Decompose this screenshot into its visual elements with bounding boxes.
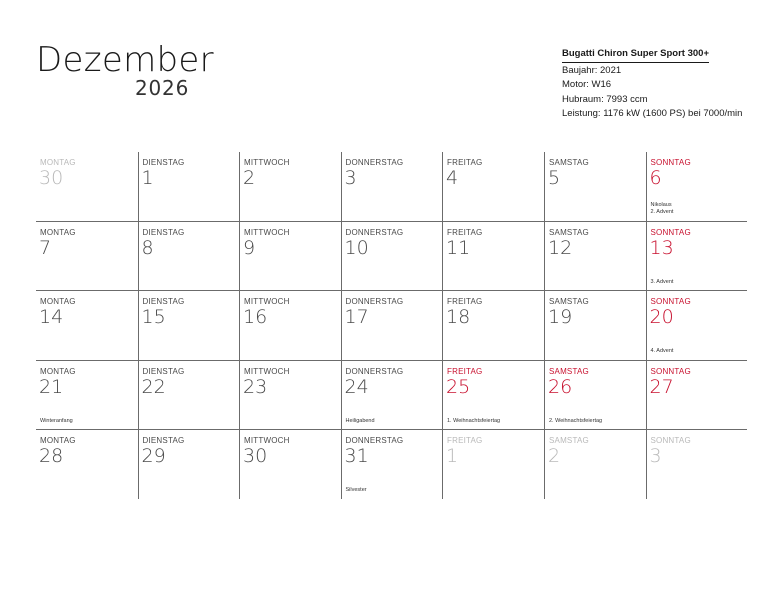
day-number: 27 (649, 375, 674, 398)
weekday-label: FREITAG (447, 227, 483, 237)
day-cell (341, 430, 444, 499)
day-cell (442, 430, 545, 499)
day-cell (544, 291, 647, 360)
weekday-label: MITTWOCH (244, 297, 290, 306)
car-info-line: Baujahr: 2021 (562, 64, 622, 76)
day-cell (36, 222, 138, 291)
weekday-label: SAMSTAG (549, 297, 589, 306)
weekday-label: DONNERSTAG (345, 227, 404, 237)
day-number: 23 (243, 375, 268, 398)
day-cell (646, 152, 749, 221)
day-cell (138, 361, 241, 430)
day-number: 3 (344, 167, 357, 189)
day-number: 29 (141, 445, 166, 467)
weekday-label: SONNTAG (650, 297, 691, 306)
weekday-label: DONNERSTAG (345, 158, 404, 167)
day-number: 3 (649, 445, 662, 467)
weekday-label: MONTAG (40, 436, 76, 445)
day-number: 10 (344, 236, 369, 259)
day-cell (646, 222, 749, 291)
day-cell (138, 430, 241, 499)
day-note: 3. Advent (650, 278, 674, 285)
week-row (36, 291, 747, 361)
weekday-label: SAMSTAG (549, 366, 589, 376)
day-note: Nikolaus 2. Advent (650, 201, 674, 215)
day-number: 21 (39, 375, 64, 398)
day-number: 26 (548, 375, 573, 398)
weekday-label: MONTAG (40, 366, 76, 376)
day-cell (544, 222, 647, 291)
day-number: 30 (39, 167, 64, 189)
weekday-label: SONNTAG (650, 436, 691, 445)
day-number: 4 (446, 167, 459, 189)
day-cell (239, 430, 342, 499)
day-cell (138, 291, 241, 360)
day-note: 1. Weihnachtsfeiertag (447, 417, 501, 424)
day-cell (544, 361, 647, 430)
day-cell (239, 291, 342, 360)
weekday-label: MITTWOCH (244, 227, 290, 237)
weekday-label: DIENSTAG (142, 227, 185, 237)
weekday-label: SONNTAG (650, 158, 691, 167)
weekday-label: DONNERSTAG (345, 366, 404, 376)
day-number: 7 (39, 236, 52, 259)
day-number: 30 (243, 445, 268, 467)
week-row (36, 222, 747, 292)
day-cell (442, 361, 545, 430)
day-note: 4. Advent (650, 348, 674, 354)
day-cell (36, 152, 138, 221)
weekday-label: DONNERSTAG (345, 297, 404, 306)
day-cell (442, 152, 545, 221)
day-number: 9 (243, 236, 256, 259)
year-label: 2026 (135, 76, 190, 100)
weekday-label: FREITAG (447, 366, 483, 376)
weekday-label: FREITAG (447, 297, 483, 306)
day-number: 19 (548, 306, 573, 328)
car-info-line: Motor: W16 (562, 79, 612, 90)
month-title: Dezember (36, 40, 214, 80)
car-info (562, 47, 742, 122)
weekday-label: DIENSTAG (142, 297, 185, 306)
day-cell (341, 361, 444, 430)
calendar-grid (36, 152, 747, 499)
day-note: Winteranfang (40, 417, 73, 424)
day-note: 2. Weihnachtsfeiertag (549, 417, 603, 424)
day-number: 16 (243, 306, 268, 328)
week-row (36, 152, 747, 222)
day-number: 18 (446, 306, 471, 328)
day-cell (36, 361, 138, 430)
day-number: 15 (141, 306, 166, 328)
day-cell (36, 430, 138, 499)
day-cell (544, 152, 647, 221)
weekday-label: MITTWOCH (244, 366, 290, 376)
day-number: 1 (446, 445, 459, 467)
day-cell (341, 152, 444, 221)
week-row (36, 361, 747, 431)
day-cell (138, 222, 241, 291)
day-number: 5 (548, 167, 561, 189)
day-cell (544, 430, 647, 499)
week-row (36, 430, 747, 499)
day-number: 31 (344, 445, 369, 467)
weekday-label: MITTWOCH (244, 158, 290, 167)
weekday-label: FREITAG (447, 158, 483, 167)
weekday-label: DIENSTAG (142, 436, 185, 445)
day-number: 2 (243, 167, 256, 189)
day-cell (646, 430, 749, 499)
weekday-label: SAMSTAG (549, 158, 589, 167)
day-cell (239, 152, 342, 221)
car-info-line: Hubraum: 7993 ccm (562, 93, 648, 105)
day-number: 13 (649, 236, 674, 259)
day-number: 8 (141, 236, 154, 259)
day-number: 28 (39, 445, 64, 467)
day-number: 12 (548, 236, 573, 259)
day-cell (138, 152, 241, 221)
day-number: 22 (141, 375, 166, 398)
weekday-label: SONNTAG (650, 366, 691, 376)
day-note: Heiligabend (345, 417, 375, 424)
weekday-label: DIENSTAG (142, 158, 185, 167)
weekday-label: DONNERSTAG (345, 436, 404, 445)
weekday-label: MITTWOCH (244, 436, 290, 445)
day-cell (341, 291, 444, 360)
weekday-label: SAMSTAG (549, 436, 589, 445)
day-cell (36, 291, 138, 360)
weekday-label: SONNTAG (650, 227, 691, 237)
car-title: Bugatti Chiron Super Sport 300+ (562, 47, 709, 63)
day-cell (442, 291, 545, 360)
day-cell (646, 361, 749, 430)
day-number: 1 (141, 167, 154, 189)
day-cell (239, 222, 342, 291)
day-number: 25 (446, 375, 471, 398)
day-number: 6 (649, 167, 662, 189)
day-number: 11 (446, 236, 471, 259)
day-number: 17 (344, 306, 369, 328)
day-number: 14 (39, 306, 64, 328)
weekday-label: MONTAG (40, 227, 76, 237)
weekday-label: MONTAG (40, 158, 76, 167)
weekday-label: SAMSTAG (549, 227, 589, 237)
day-number: 2 (548, 445, 561, 467)
day-cell (442, 222, 545, 291)
day-cell (239, 361, 342, 430)
day-number: 20 (649, 306, 674, 328)
weekday-label: DIENSTAG (142, 366, 185, 376)
day-cell (646, 291, 749, 360)
day-number: 24 (344, 375, 369, 398)
car-info-line: Leistung: 1176 kW (1600 PS) bei 7000/min (562, 108, 743, 119)
day-note: Silvester (345, 487, 367, 493)
day-cell (341, 222, 444, 291)
weekday-label: FREITAG (447, 436, 483, 445)
weekday-label: MONTAG (40, 297, 76, 306)
